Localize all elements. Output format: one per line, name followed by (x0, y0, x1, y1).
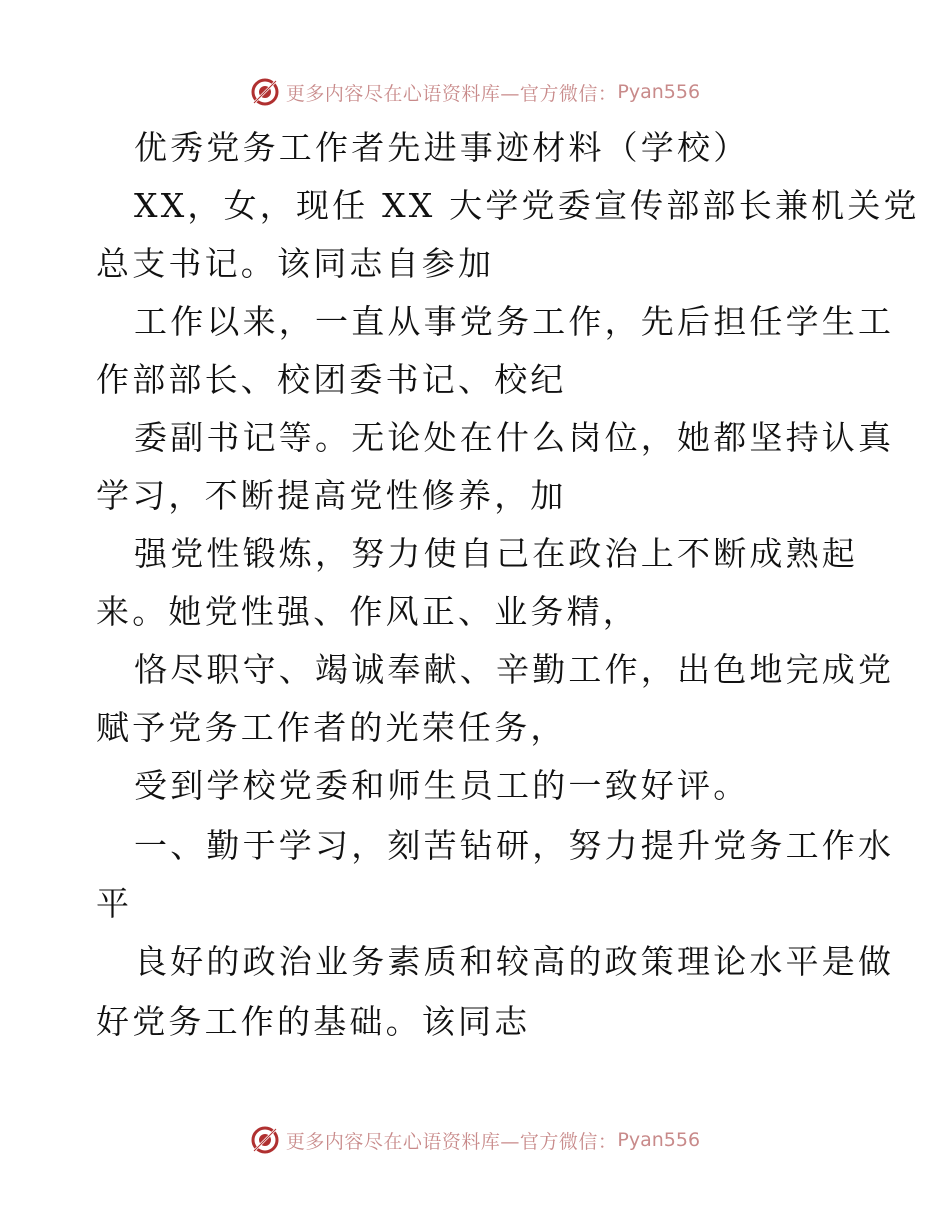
brand-logo-icon (250, 1125, 280, 1155)
paragraph-line: 作部部长、校团委书记、校纪 (96, 360, 567, 399)
watermark-wechat-id: Pyan556 (617, 81, 701, 103)
paragraph-line: 强党性锻炼，努力使自己在政治上不断成熟起 (134, 534, 858, 573)
paragraph-line: 委副书记等。无论处在什么岗位，她都坚持认真 (134, 418, 895, 457)
brand-logo-icon (250, 77, 280, 107)
paragraph-line: 赋予党务工作者的光荣任务， (96, 708, 567, 747)
paragraph-line: 学习，不断提高党性修养，加 (96, 476, 567, 515)
paragraph-line: 好党务工作的基础。该同志 (96, 1002, 531, 1041)
paragraph-line: 总支书记。该同志自参加 (96, 244, 495, 283)
document-title: 优秀党务工作者先进事迹材料（学校） (134, 128, 750, 167)
paragraph-line: 良好的政治业务素质和较高的政策理论水平是做 (134, 942, 895, 981)
footer-watermark (0, 1120, 950, 1160)
paragraph-line: XX，女，现任 XX 大学党委宣传部部长兼机关党 (134, 186, 920, 225)
paragraph-line: 恪尽职守、竭诚奉献、辛勤工作，出色地完成党 (134, 650, 895, 689)
section-heading: 一、勤于学习，刻苦钻研，努力提升党务工作水 (134, 826, 895, 865)
watermark-wechat-id: Pyan556 (617, 1129, 701, 1151)
section-heading-continued: 平 (96, 884, 133, 923)
paragraph-line: 受到学校党委和师生员工的一致好评。 (134, 766, 750, 805)
watermark-text: 更多内容尽在心语资料库—官方微信： (285, 82, 618, 105)
header-watermark (0, 72, 950, 112)
paragraph-line: 工作以来，一直从事党务工作，先后担任学生工 (134, 302, 895, 341)
paragraph-line: 来。她党性强、作风正、业务精， (96, 592, 639, 631)
watermark-text: 更多内容尽在心语资料库—官方微信： (285, 1130, 618, 1153)
